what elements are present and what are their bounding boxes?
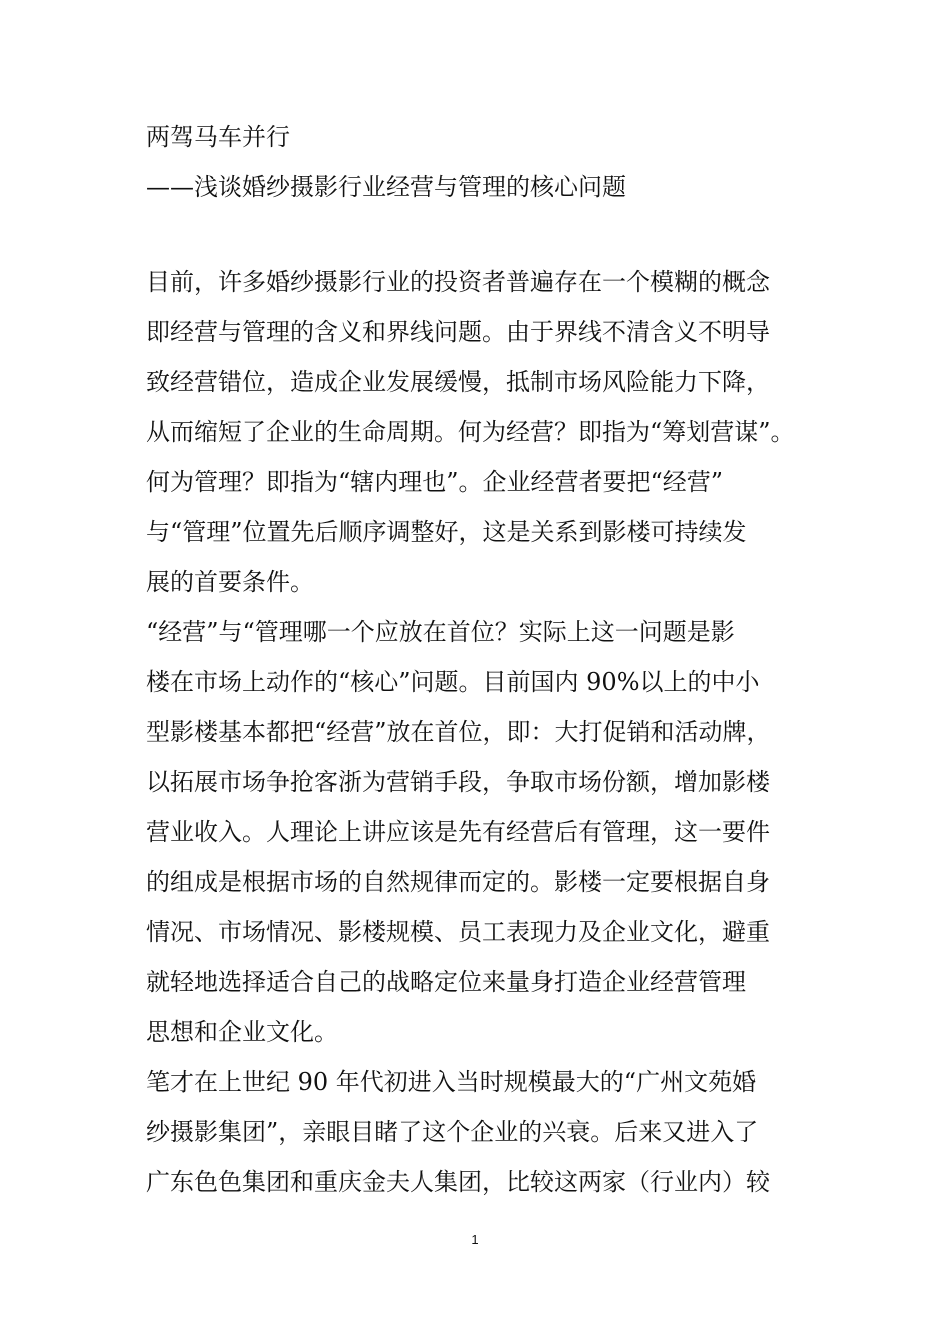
text-line: 致经营错位，造成企业发展缓慢，抵制市场风险能力下降， — [146, 368, 770, 396]
text-line: 笔才在上世纪 90 年代初进入当时规模最大的“广州文苑婚 — [146, 1068, 757, 1096]
text-line: 广东色色集团和重庆金夫人集团，比较这两家（行业内）较 — [146, 1168, 770, 1196]
text-line: 从而缩短了企业的生命周期。何为经营？即指为“筹划营谋”。 — [146, 418, 795, 446]
text-line: 以拓展市场争抢客浙为营销手段，争取市场份额，增加影楼 — [146, 768, 770, 796]
text-line: 何为管理？即指为“辖内理也”。企业经营者要把“经营” — [146, 468, 724, 496]
text-line: 展的首要条件。 — [146, 568, 314, 596]
text-line: “经营”与“管理哪一个应放在首位？实际上这一问题是影 — [146, 618, 735, 646]
text-line: 即经营与管理的含义和界线问题。由于界线不清含义不明导 — [146, 318, 770, 346]
paragraph-2 — [146, 607, 826, 1057]
document-subtitle: ——浅谈婚纱摄影行业经营与管理的核心问题 — [146, 173, 626, 201]
text-line: 情况、市场情况、影楼规模、员工表现力及企业文化，避重 — [146, 918, 770, 946]
paragraph-1 — [146, 257, 826, 607]
text-line: 型影楼基本都把“经营”放在首位，即：大打促销和活动牌， — [146, 718, 771, 746]
text-line: 营业收入。人理论上讲应该是先有经营后有管理，这一要件 — [146, 818, 770, 846]
paragraph-3 — [146, 1057, 826, 1207]
text-line: 的组成是根据市场的自然规律而定的。影楼一定要根据自身 — [146, 868, 770, 896]
text-line: 楼在市场上动作的“核心”问题。目前国内 90%以上的中小 — [146, 668, 760, 696]
text-line: 纱摄影集团”，亲眼目睹了这个企业的兴衰。后来又进入了 — [146, 1118, 759, 1146]
text-line: 思想和企业文化。 — [146, 1018, 338, 1046]
text-line: 与“管理”位置先后顺序调整好，这是关系到影楼可持续发 — [146, 518, 747, 546]
text-line: 目前，许多婚纱摄影行业的投资者普遍存在一个模糊的概念 — [146, 268, 770, 296]
document-title: 两驾马车并行 — [146, 123, 290, 151]
page-number: 1 — [471, 1232, 479, 1247]
body-text — [146, 257, 826, 1207]
text-line: 就轻地选择适合自己的战略定位来量身打造企业经营管理 — [146, 968, 746, 996]
title-block — [146, 112, 846, 212]
